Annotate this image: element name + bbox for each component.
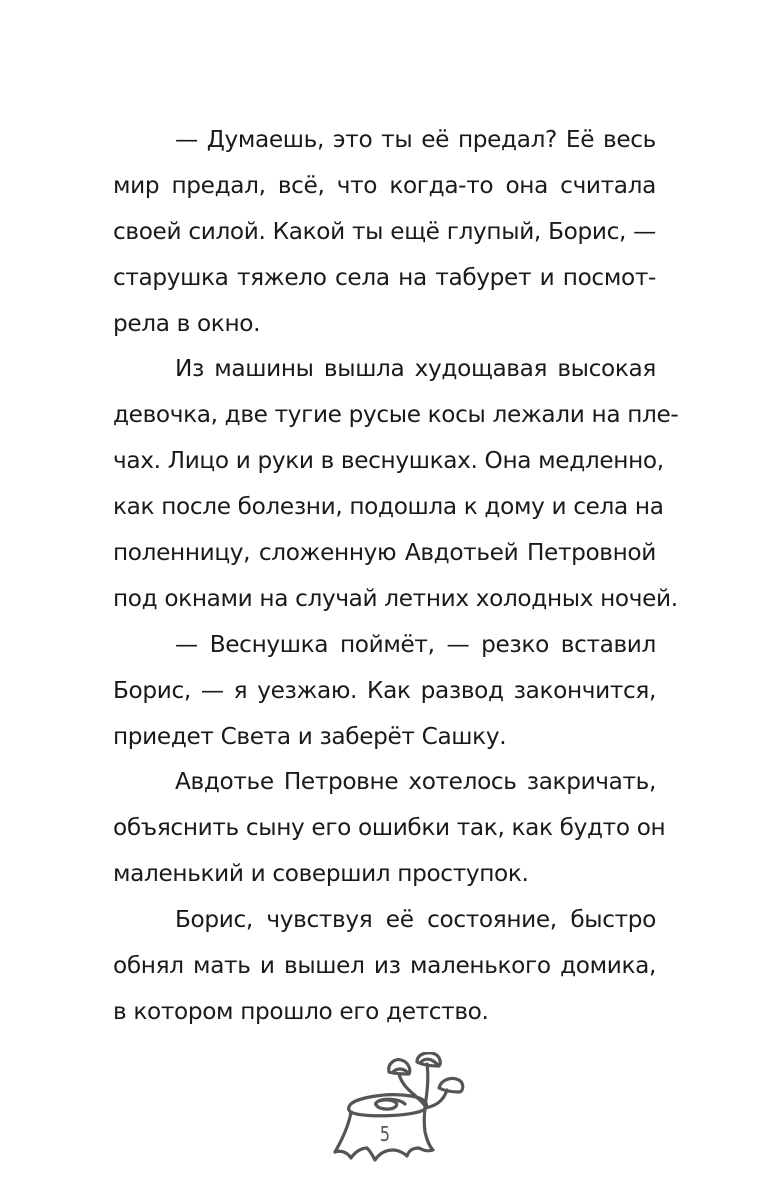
text-line: Борис, — я уезжаю. Как развод закончится, xyxy=(113,676,656,704)
text-line: как после болезни, подошла к дому и села на xyxy=(113,493,664,521)
page-number: 5 xyxy=(379,1122,391,1146)
text-line: в котором прошло его детство. xyxy=(113,997,489,1025)
text-line: своей силой. Какой ты ещё глупый, Борис, — xyxy=(113,217,656,245)
text-line: поленницу, сложенную Авдотьей Петровной xyxy=(113,539,656,567)
text-line: девочка, две тугие русые косы лежали на пле- xyxy=(113,401,679,429)
text-line: — Думаешь, это ты её предал? Её весь xyxy=(175,126,656,153)
body-text xyxy=(113,117,679,1035)
text-line: обнял мать и вышел из маленького домика, xyxy=(113,952,656,980)
text-line: чах. Лицо и руки в веснушках. Она медленно, xyxy=(113,447,664,475)
text-line: рела в окно. xyxy=(113,309,261,337)
text-line: — Веснушка поймёт, — резко вставил xyxy=(175,630,656,658)
paragraph xyxy=(113,346,679,621)
text-line: объяснить сыну его ошибки так, как будто он xyxy=(113,814,666,842)
paragraph xyxy=(113,897,656,1035)
text-line: Борис, чувствуя её состояние, быстро xyxy=(175,906,656,934)
text-line: под окнами на случай летних холодных ночей. xyxy=(113,584,678,612)
text-line: старушка тяжело села на табурет и посмот- xyxy=(113,263,656,291)
text-line: маленький и совершил проступок. xyxy=(113,860,529,888)
paragraph xyxy=(113,117,656,346)
text-line: Авдотье Петровне хотелось закричать, xyxy=(175,768,656,796)
paragraph xyxy=(113,622,656,760)
text-line: Из машины вышла худощавая высокая xyxy=(175,355,656,383)
text-line: мир предал, всё, что когда-то она считала xyxy=(113,171,656,199)
text-line: приедет Света и заберёт Сашку. xyxy=(113,722,507,750)
paragraph xyxy=(113,759,666,897)
tree-stump-with-mushrooms-icon xyxy=(327,1052,477,1164)
